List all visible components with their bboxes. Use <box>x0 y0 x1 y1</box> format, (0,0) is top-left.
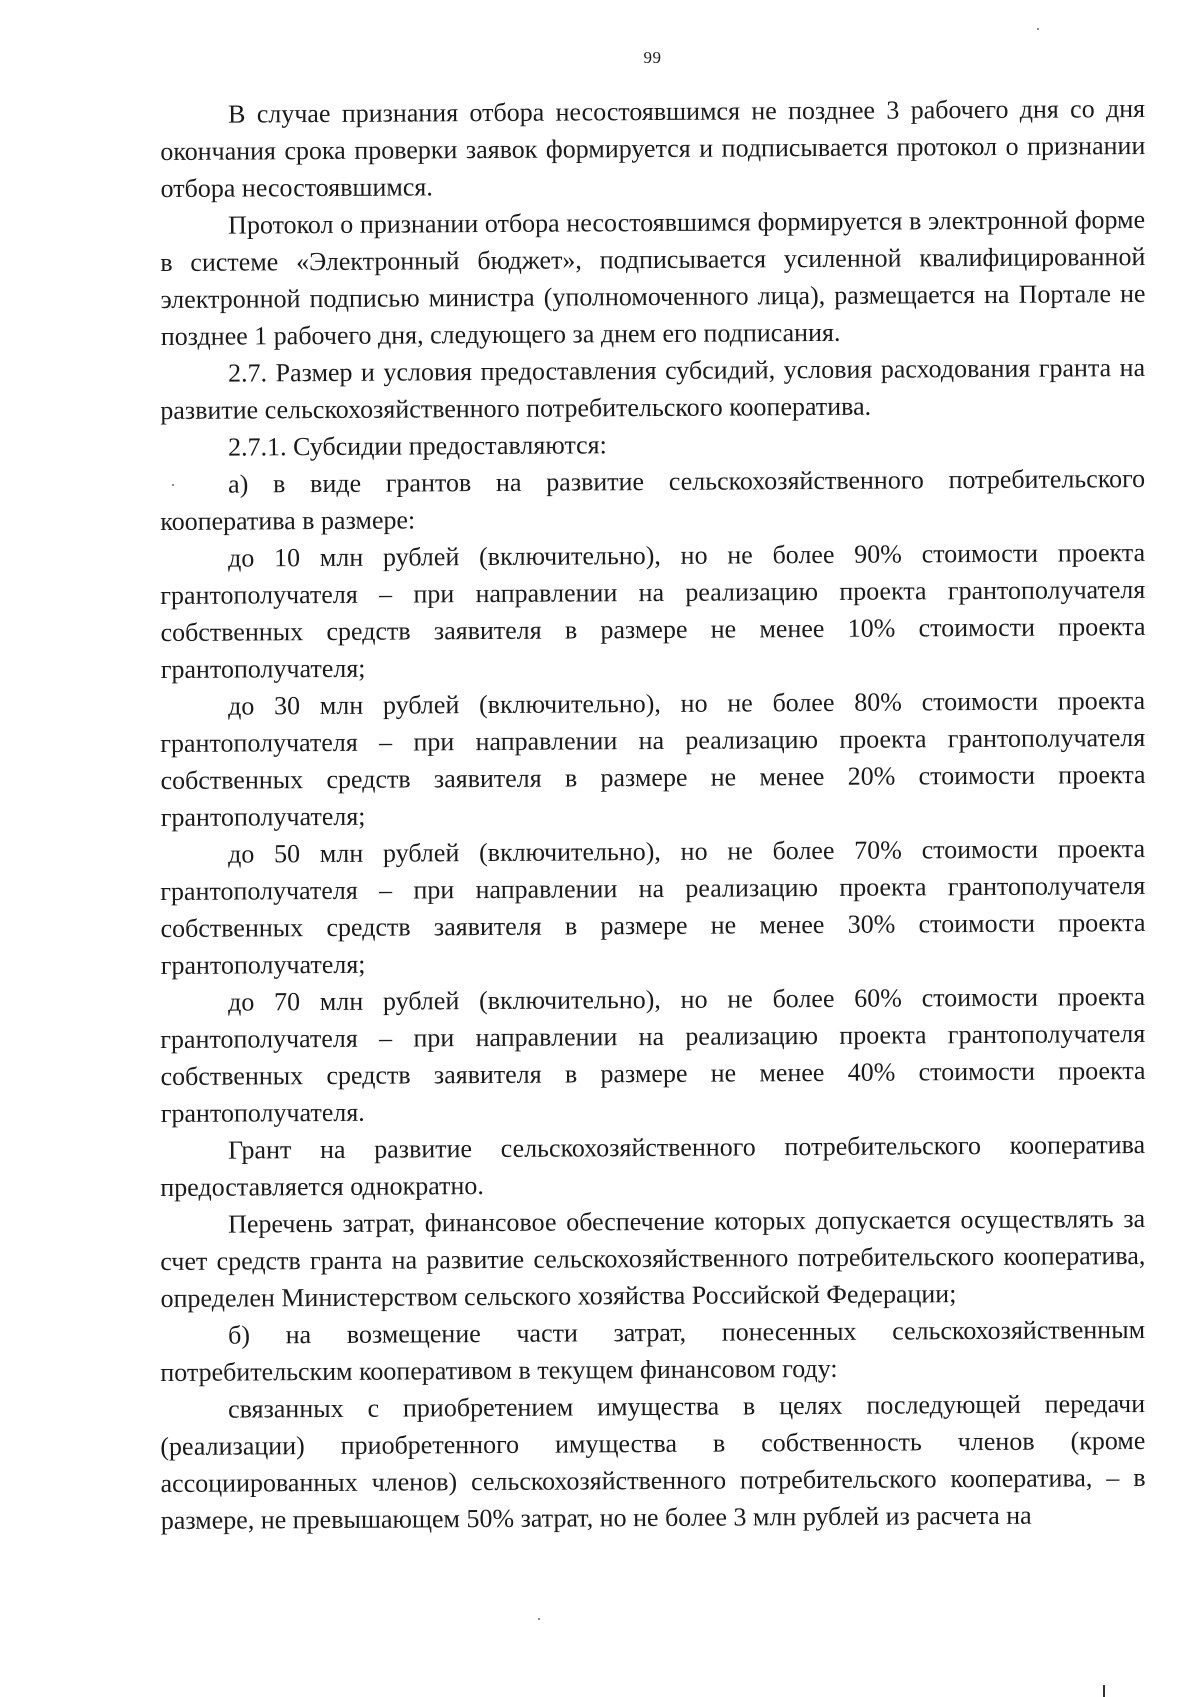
paragraph-section-2-7: 2.7. Размер и условия предоставления субсидий, условия расходования гранта на развитие сельскохозяйственного потребительского кооператива. <box>160 352 1146 425</box>
page-number: 99 <box>643 48 662 67</box>
paragraph-grant-once: Грант на развитие сельскохозяйственного потребительского кооператива предоставляется однократно. <box>160 1129 1146 1202</box>
scan-speck <box>1037 28 1039 30</box>
paragraph-cost-list: Перечень затрат, финансовое обеспечение которых допускается осуществлять за счет средств гранта на развитие сельскохозяйственного потребительского кооператива, определен Министерством сельского хозяйства Российской Федерации; <box>160 1203 1146 1313</box>
paragraph-property-acquisition: связанных с приобретением имущества в целях последующей передачи (реализации) приобретенного имущества в собственность членов (кроме ассоциированных членов) сельскохозяйственного потребительского кооператива, – в размере, не превышающем 50% затрат, но не более 3 млн рублей из расчета на <box>160 1388 1146 1535</box>
paragraph-item-a: а) в виде грантов на развитие сельскохозяйственного потребительского кооператива в размере: <box>160 463 1146 536</box>
paragraph-grant-30m: до 30 млн рублей (включительно), но не более 80% стоимости проекта грантополучателя – при направлении на реализацию проекта грантополучателя собственных средств заявителя в размере не менее 20% стоимости проекта грантополучателя; <box>160 685 1146 832</box>
document-page <box>160 38 1145 1539</box>
paragraph-grant-50m: до 50 млн рублей (включительно), но не более 70% стоимости проекта грантополучателя – при направлении на реализацию проекта грантополучателя собственных средств заявителя в размере не менее 30% стоимости проекта грантополучателя; <box>160 833 1146 980</box>
scan-edge-mark <box>1103 1685 1105 1697</box>
paragraph-section-2-7-1: 2.7.1. Субсидии предоставляются: <box>228 430 607 462</box>
paragraph-grant-70m: до 70 млн рублей (включительно), но не более 60% стоимости проекта грантополучателя – при направлении на реализацию проекта грантополучателя собственных средств заявителя в размере не менее 40% стоимости проекта грантополучателя. <box>160 981 1146 1128</box>
paragraph-item-b: б) на возмещение части затрат, понесенных сельскохозяйственным потребительским кооперативом в текущем финансовом году: <box>160 1314 1146 1387</box>
paragraph-grant-10m: до 10 млн рублей (включительно), но не более 90% стоимости проекта грантополучателя – при направлении на реализацию проекта грантополучателя собственных средств заявителя в размере не менее 10% стоимости проекта грантополучателя; <box>160 537 1146 684</box>
scan-speck <box>172 484 174 486</box>
paragraph-failed-selection: В случае признания отбора несостоявшимся не позднее 3 рабочего дня со дня окончания срока проверки заявок формируется и подписывается протокол о признании отбора несостоявшимся. <box>160 93 1146 203</box>
paragraph-protocol: Протокол о признании отбора несостоявшимся формируется в электронной форме в системе «Электронный бюджет», подписывается усиленной квалифицированной электронной подписью министра (уполномоченного лица), размещается на Портале не позднее 1 рабочего дня, следующего за днем его подписания. <box>160 204 1146 351</box>
scan-speck <box>538 1618 540 1620</box>
